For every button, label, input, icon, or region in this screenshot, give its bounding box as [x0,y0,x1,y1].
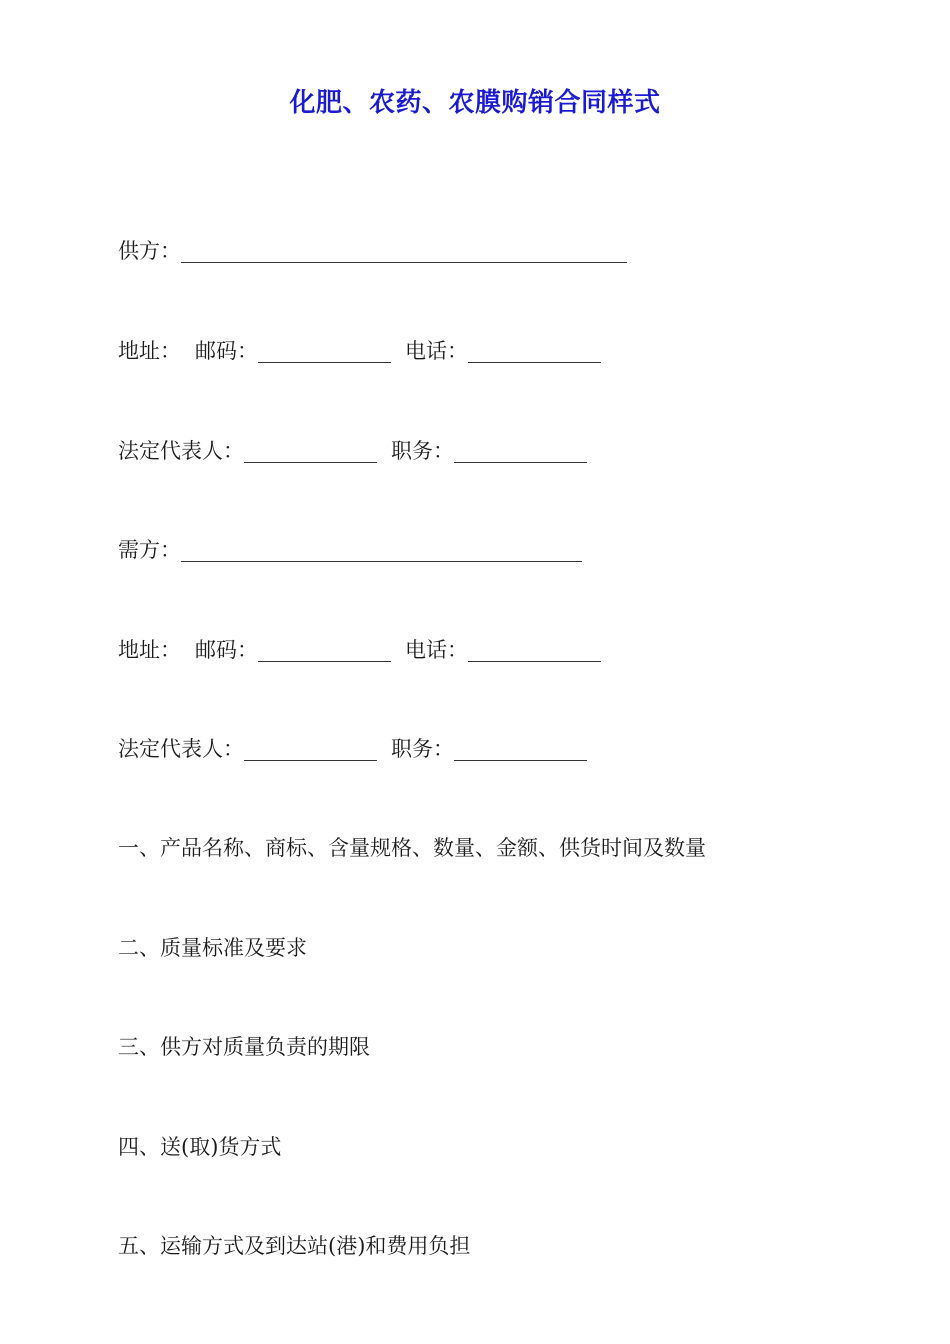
supplier-position-field[interactable] [454,440,587,463]
buyer-phone-field[interactable] [468,639,601,662]
buyer-name-field[interactable] [181,539,582,562]
supplier-representative-field[interactable] [244,440,377,463]
supplier-postcode-label: 邮码： [195,339,258,363]
supplier-line [118,236,627,266]
section-heading: 三、供方对质量负责的期限 [118,1035,370,1059]
supplier-name-field[interactable] [181,240,627,263]
section-heading: 二、质量标准及要求 [118,936,307,960]
section-heading: 五、运输方式及到达站(港)和费用负担 [118,1234,471,1258]
buyer-line [118,535,582,565]
supplier-phone-field[interactable] [468,340,601,363]
buyer-position-label: 职务： [391,737,454,761]
buyer-postcode-field[interactable] [258,639,391,662]
supplier-phone-label: 电话： [405,339,468,363]
buyer-representative-line [118,734,587,764]
buyer-address-line [118,635,601,665]
supplier-label: 供方： [118,239,181,263]
supplier-representative-label: 法定代表人： [118,439,244,463]
buyer-label: 需方： [118,538,181,562]
supplier-address-line [118,336,601,366]
supplier-position-label: 职务： [391,439,454,463]
buyer-representative-label: 法定代表人： [118,737,244,761]
supplier-postcode-field[interactable] [258,340,391,363]
buyer-position-field[interactable] [454,738,587,761]
supplier-representative-line [118,436,587,466]
supplier-address-label: 地址： [118,339,181,363]
section-heading: 一、产品名称、商标、含量规格、数量、金额、供货时间及数量 [118,836,706,860]
section-heading: 四、送(取)货方式 [118,1135,282,1159]
buyer-postcode-label: 邮码： [195,638,258,662]
page-title: 化肥、农药、农膜购销合同样式 [289,88,661,118]
buyer-address-label: 地址： [118,638,181,662]
buyer-phone-label: 电话： [405,638,468,662]
buyer-representative-field[interactable] [244,738,377,761]
